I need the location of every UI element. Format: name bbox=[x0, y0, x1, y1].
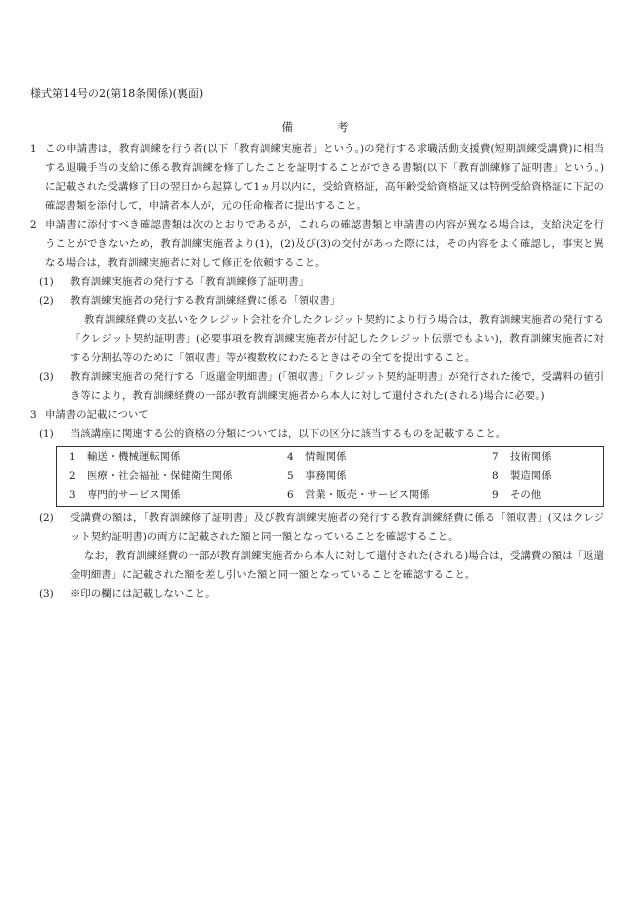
form-label: 様式第14号の2(第18条関係)(裏面) bbox=[30, 87, 204, 100]
category-label: 事務関係 bbox=[305, 470, 347, 482]
category-number: 7 bbox=[492, 451, 499, 463]
category-row bbox=[57, 467, 603, 486]
category-label: 技術関係 bbox=[510, 451, 552, 463]
item-number: (3) bbox=[39, 371, 54, 383]
item-text: 教育訓練実施者の発行する「返還金明細書」(「領収書」「クレジット契約証明書」が発行された後で，受講料の値引き等により，教育訓練経費の一部が教育訓練実施者から本人に対して還付された(される)場合に必要。) bbox=[70, 371, 604, 402]
category-row bbox=[57, 448, 603, 467]
category-label: 営業・販売・サービス関係 bbox=[305, 489, 430, 501]
category-number: 9 bbox=[492, 489, 499, 501]
note-text: この申請書は，教育訓練を行う者(以下「教育訓練実施者」という。)の発行する求職活動支援費(短期訓練受講費)に相当する退職手当の支給に係る教育訓練を修了したことを証明することができる書類(以下「教育訓練修了証明書」という。)に記載された受講修了日の翌日から起算して1ヵ月以内に，受給資格証，高年齢受給資格証又は特例受給資格証に下記の確認書類を添付して，申請者本人が，元の任命権者に提出すること。 bbox=[45, 143, 604, 212]
note-2-item-2 bbox=[30, 292, 604, 311]
item-text: ※印の欄には記載しないこと。 bbox=[70, 588, 216, 600]
note-2-item-1 bbox=[30, 273, 604, 292]
category-number: 8 bbox=[492, 470, 499, 482]
category-number: 2 bbox=[69, 470, 76, 482]
category-label: 専門的サービス関係 bbox=[87, 489, 181, 501]
note-number: 2 bbox=[30, 219, 37, 231]
category-number: 5 bbox=[287, 470, 294, 482]
category-label: 情報関係 bbox=[305, 451, 347, 463]
category-item bbox=[492, 486, 603, 505]
note-3-item-2 bbox=[30, 509, 604, 547]
note-text: 申請書の記載について bbox=[45, 409, 149, 421]
category-item bbox=[287, 467, 492, 486]
note-3 bbox=[30, 406, 604, 425]
note-3-item-2-detail: なお，教育訓練経費の一部が教育訓練実施者から本人に対して還付された(される)場合は，受講費の額は「返還金明細書」に記載された額を差し引いた額と同一額となっていることを確認すること。 bbox=[70, 550, 604, 581]
category-number: 6 bbox=[287, 489, 294, 501]
note-text: 申請書に添付すべき確認書類は次のとおりであるが，これらの確認書類と申請書の内容が異なる場合は，支給決定を行うことができないため，教育訓練実施者より(1)，(2)及び(3)の交付があった際には，その内容をよく確認し，事実と異なる場合は，教育訓練実施者に対して修正を依頼すること。 bbox=[45, 219, 604, 269]
note-number: 3 bbox=[30, 409, 37, 421]
qualification-category-table bbox=[56, 446, 604, 507]
item-number: (3) bbox=[39, 588, 54, 600]
item-text: 教育訓練実施者の発行する「教育訓練修了証明書」 bbox=[70, 276, 309, 288]
note-2-item-2-detail: 教育訓練経費の支払いをクレジット会社を介したクレジット契約により行う場合は，教育訓練実施者の発行する「クレジット契約証明書」(必要事項を教育訓練実施者が付記したクレジット伝票でもよい)，教育訓練実施者に対する分割払等のために「領収書」等が複数枚にわたるときはその全てを提出すること。 bbox=[70, 314, 604, 364]
item-text: 受講費の額は，「教育訓練修了証明書」及び教育訓練実施者の発行する教育訓練経費に係る「領収書」(又はクレジット契約証明書)の両方に記載された額と同一額となっていることを確認すること。 bbox=[70, 512, 604, 543]
note-2 bbox=[30, 216, 604, 273]
category-label: その他 bbox=[510, 489, 542, 501]
item-number: (1) bbox=[39, 428, 54, 440]
category-label: 医療・社会福祉・保健衛生関係 bbox=[87, 470, 233, 482]
category-item bbox=[492, 467, 603, 486]
item-number: (1) bbox=[39, 276, 54, 288]
note-3-item-1 bbox=[30, 425, 604, 444]
category-number: 1 bbox=[69, 451, 76, 463]
category-label: 輸送・機械運転関係 bbox=[87, 451, 181, 463]
note-number: 1 bbox=[30, 143, 37, 155]
note-1 bbox=[30, 140, 604, 216]
item-number: (2) bbox=[39, 295, 54, 307]
category-item bbox=[287, 448, 492, 467]
item-number: (2) bbox=[39, 512, 54, 524]
notes-body bbox=[30, 140, 604, 604]
category-number: 4 bbox=[287, 451, 294, 463]
item-text: 教育訓練実施者の発行する教育訓練経費に係る「領収書」 bbox=[70, 295, 341, 307]
category-label: 製造関係 bbox=[510, 470, 552, 482]
category-item bbox=[57, 467, 287, 486]
note-3-item-3 bbox=[30, 585, 604, 604]
category-item bbox=[287, 486, 492, 505]
category-item bbox=[57, 448, 287, 467]
item-text: 当該講座に関連する公的資格の分類については，以下の区分に該当するものを記載すること。 bbox=[70, 428, 507, 440]
note-2-item-3 bbox=[30, 368, 604, 406]
category-item bbox=[492, 448, 603, 467]
category-row bbox=[57, 486, 603, 505]
category-item bbox=[57, 486, 287, 505]
category-number: 3 bbox=[69, 489, 76, 501]
page-title: 備考 bbox=[281, 120, 393, 134]
